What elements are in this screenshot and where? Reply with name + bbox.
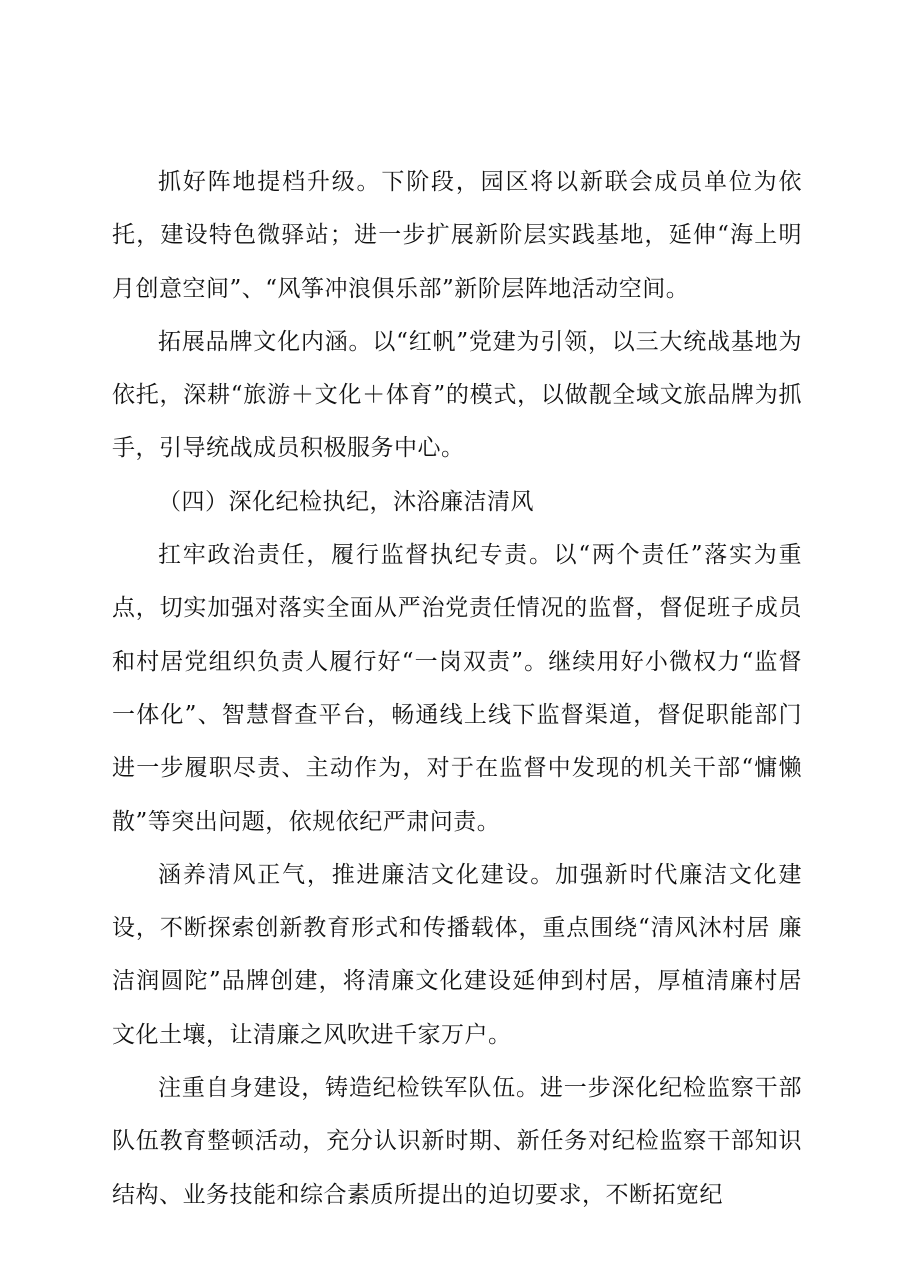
paragraph-self-building: 注重自身建设，铸造纪检铁军队伍。进一步深化纪检监察干部队伍教育整顿活动，充分认识新时期、新任务对纪检监察干部知识结构、业务技能和综合素质所提出的迫切要求，不断拓宽纪 xyxy=(112,1075,802,1208)
paragraph-brand-culture: 拓展品牌文化内涵。以“红帆”党建为引领，以三大统战基地为依托，深耕“旅游＋文化＋体育”的模式，以做靓全域文旅品牌为抓手，引导统战成员积极服务中心。 xyxy=(112,328,802,462)
section-heading: （四）深化纪检执纪，沐浴廉洁清风 xyxy=(158,488,534,515)
document-body xyxy=(112,156,802,1222)
paragraph-political-responsibility: 扛牢政治责任，履行监督执纪专责。以“两个责任”落实为重点，切实加强对落实全面从严治党责任情况的监督，督促班子成员和村居党组织负责人履行好“一岗双责”。继续用好小微权力“监督一体化”、智慧督查平台，畅通线上线下监督渠道，督促职能部门进一步履职尽责、主动作为，对于在监督中发现的机关干部“慵懒散”等突出问题，依规依纪严肃问责。 xyxy=(112,542,802,835)
paragraph-position-upgrade: 抓好阵地提档升级。下阶段，园区将以新联会成员单位为依托，建设特色微驿站；进一步扩展新阶层实践基地，延伸“海上明月创意空间”、“风筝冲浪俱乐部”新阶层阵地活动空间。 xyxy=(112,169,802,302)
paragraph-clean-culture: 涵养清风正气，推进廉洁文化建设。加强新时代廉洁文化建设，不断探索创新教育形式和传播载体，重点围绕“清风沐村居 廉洁润圆陀”品牌创建，将清廉文化建设延伸到村居，厚植清廉村居文化土壤，让清廉之风吹进千家万户。 xyxy=(112,861,802,1048)
